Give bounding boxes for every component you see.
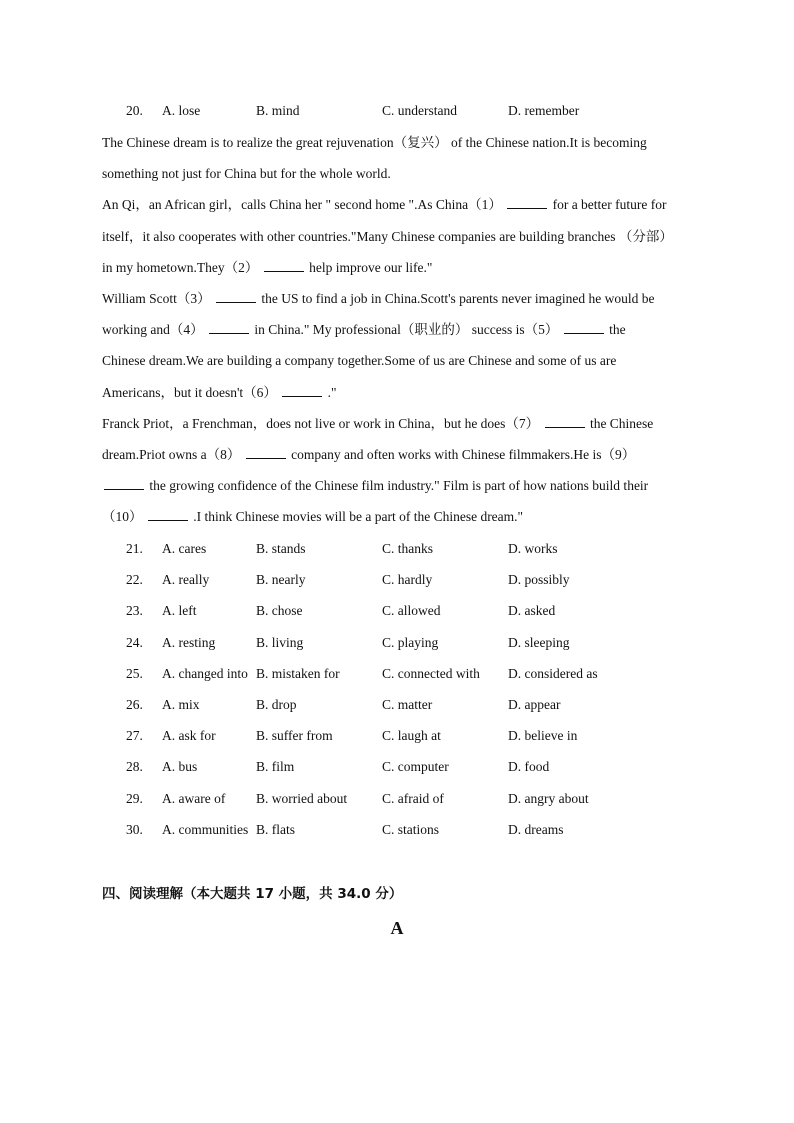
option-c: C. hardly (382, 572, 433, 588)
option-d: D. possibly (508, 572, 570, 588)
option-d: D. appear (508, 696, 561, 712)
option-d: D. considered as (508, 665, 598, 681)
option-c: C. matter (382, 696, 433, 712)
passage-line: William Scott（3） the US to find a job in China.Scott's parents never imagined he would be (102, 290, 655, 306)
answer-blank-1[interactable] (507, 195, 547, 209)
option-c: C. playing (382, 634, 439, 650)
question-28 (0, 757, 794, 788)
option-b: B. worried about (256, 790, 348, 806)
question-number: 27. (126, 728, 143, 744)
passage-heading: A (390, 918, 404, 938)
option-c: C. thanks (382, 541, 434, 556)
option-b: B. living (256, 634, 304, 650)
option-a: A. changed into (162, 665, 248, 681)
section-title: 四、阅读理解（本大题共 17 小题，共 34.0 分） (102, 886, 403, 902)
passage-line: （10） .I think Chinese movies will be a part of the Chinese dream." (102, 509, 524, 525)
option-a: A. left (162, 603, 197, 619)
question-30 (0, 820, 794, 851)
passage-line: An Qi，an African girl，calls China her " second home ".As China（1） for a better future for (102, 197, 667, 213)
option-d: D. believe in (508, 728, 578, 744)
option-a: A. resting (162, 634, 216, 650)
answer-blank-8[interactable] (246, 445, 286, 459)
passage-line: The Chinese dream is to realize the great rejuvenation（复兴） of the Chinese nation.It is becoming (102, 135, 647, 150)
passage-line: working and（4） in China." My professional（职业的） success is（5） the (102, 322, 626, 338)
passage-line: in my hometown.They（2） help improve our life." (102, 259, 433, 275)
question-25 (0, 664, 794, 695)
option-b: B. mistaken for (256, 665, 340, 681)
option-a: A. really (162, 572, 210, 588)
question-number: 26. (126, 696, 143, 712)
question-number: 24. (126, 634, 143, 650)
answer-blank-10[interactable] (148, 507, 188, 521)
question-21 (0, 539, 794, 570)
answer-blank-2[interactable] (264, 258, 304, 272)
question-22 (0, 570, 794, 601)
passage-line: something not just for China but for the whole world. (102, 166, 391, 182)
passage-line: the growing confidence of the Chinese film industry." Film is part of how nations build their (102, 476, 712, 507)
question-number: 30. (126, 821, 143, 837)
question-23 (0, 601, 794, 632)
option-a: A. mix (162, 696, 200, 712)
answer-blank-6[interactable] (282, 383, 322, 397)
option-b: B. nearly (256, 572, 306, 588)
answer-options (0, 539, 794, 851)
question-number: 25. (126, 665, 143, 681)
option-d: D. angry about (508, 790, 589, 806)
option-c: C. understand (382, 103, 457, 118)
option-c: C. afraid of (382, 790, 444, 806)
cloze-passage (102, 133, 712, 538)
passage-line: Franck Priot，a Frenchman，does not live or work in China，but he does（7） the Chinese (102, 415, 654, 431)
option-b: B. mind (256, 103, 300, 118)
option-a: A. communities (162, 821, 249, 837)
option-c: C. stations (382, 821, 440, 837)
passage-line: Chinese dream.We are building a company together.Some of us are Chinese and some of us are (102, 353, 617, 369)
question-number: 22. (126, 572, 143, 588)
answer-blank-5[interactable] (564, 320, 604, 334)
option-a: A. ask for (162, 728, 216, 744)
option-d: D. works (508, 541, 558, 556)
option-b: B. flats (256, 821, 295, 837)
option-d: D. dreams (508, 821, 564, 837)
question-number: 21. (126, 541, 143, 556)
question-24 (0, 633, 794, 664)
option-b: B. film (256, 759, 295, 775)
passage-line: dream.Priot owns a（8） company and often works with Chinese filmmakers.He is（9） (102, 446, 636, 462)
option-a: A. cares (162, 541, 207, 556)
option-a: A. lose (162, 103, 201, 118)
question-number: 28. (126, 759, 143, 775)
answer-blank-9[interactable] (104, 476, 144, 490)
question-26 (0, 695, 794, 726)
option-c: C. laugh at (382, 728, 441, 744)
option-b: B. suffer from (256, 728, 333, 744)
option-d: D. remember (508, 103, 580, 118)
question-20 (0, 103, 794, 123)
option-c: C. connected with (382, 665, 480, 681)
option-b: B. chose (256, 603, 303, 619)
option-a: A. aware of (162, 790, 226, 806)
question-number: 23. (126, 603, 143, 619)
passage-line: Americans，but it doesn't（6） ." (102, 384, 337, 400)
option-d: D. sleeping (508, 634, 570, 650)
option-c: C. allowed (382, 603, 441, 619)
question-number: 29. (126, 790, 143, 806)
question-29 (0, 789, 794, 820)
option-d: D. asked (508, 603, 556, 619)
passage-line: itself，it also cooperates with other countries."Many Chinese companies are building branches （分部） (102, 228, 673, 244)
question-27 (0, 726, 794, 757)
option-b: B. stands (256, 541, 306, 556)
option-a: A. bus (162, 759, 198, 775)
option-d: D. food (508, 759, 550, 775)
answer-blank-4[interactable] (209, 320, 249, 334)
answer-blank-7[interactable] (545, 414, 585, 428)
option-c: C. computer (382, 759, 449, 775)
answer-blank-3[interactable] (216, 289, 256, 303)
question-number: 20. (126, 103, 143, 118)
option-b: B. drop (256, 696, 297, 712)
